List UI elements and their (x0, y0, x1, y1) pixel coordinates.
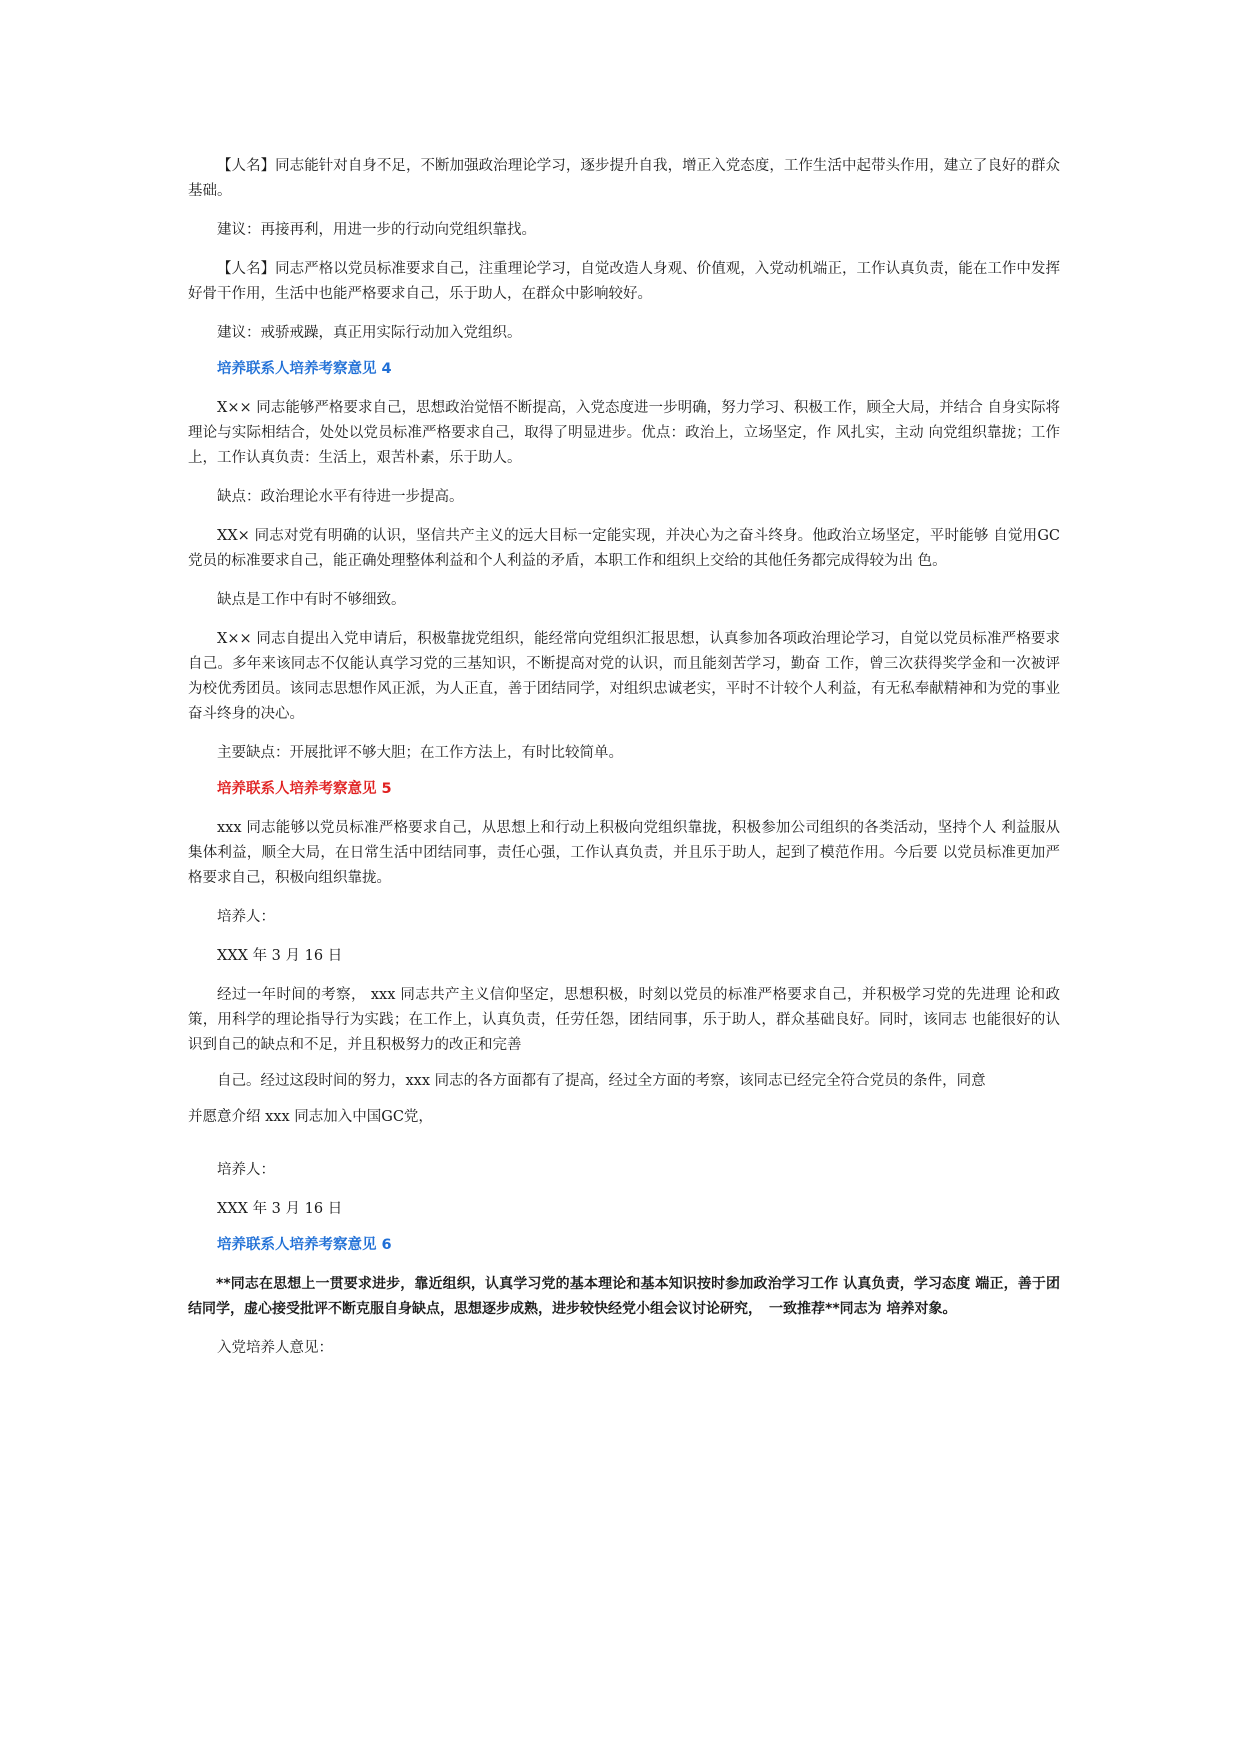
paragraph: 并愿意介绍 xxx 同志加入中国GC党， (188, 1109, 433, 1125)
paragraph: XX× 同志对党有明确的认识，坚信共产主义的远大目标一定能实现，并决心为之奋斗终身。他政治立场坚定，平时能够 自觉用GC党员的标准要求自己，能正确处理整体利益和个人利益的矛盾，本职工作和组织上交给的其他任务都完成得较为出 色。 (188, 528, 1060, 569)
paragraph-bold: **同志在思想上一贯要求进步，靠近组织，认真学习党的基本理论和基本知识按时参加政治学习工作 认真负责，学习态度 端正，善于团结同学，虚心接受批评不断克服自身缺点，思想逐步成熟，进步较快经党小组会议讨论研究， 一致推荐**同志为 培养对象。 (188, 1276, 1060, 1317)
paragraph: 建议：再接再利，用进一步的行动向党组织靠找。 (217, 222, 536, 238)
paragraph: xxx 同志能够以党员标准严格要求自己，从思想上和行动上积极向党组织靠拢，积极参加公司组织的各类活动，坚持个人 利益服从集体利益，顺全大局，在日常生活中团结同事，责任心强，工作认真负责，并且乐于助人，起到了模范作用。今后要 以党员标准更加严格要求自己，积极向组织靠拢。 (188, 820, 1060, 886)
paragraph: 经过一年时间的考察， xxx 同志共产主义信仰坚定，思想积极，时刻以党员的标准严格要求自己，并积极学习党的先进理 论和政策，用科学的理论指导行为实践；在工作上，认真负责，任劳任怨，团结同事，乐于助人，群众基础良好。同时，该同志 也能很好的认识到自己的缺点和不足，并且积极努力的改正和完善 (188, 987, 1060, 1053)
paragraph: X×× 同志自提出入党申请后，积极靠拢党组织，能经常向党组织汇报思想，认真参加各项政治理论学习，自觉以党员标准严格要求自己。多年来该同志不仅能认真学习党的三基知识，不断提高对党的认识，而且能刻苦学习，勤奋 工作，曾三次获得奖学金和一次被评为校优秀团员。该同志思想作风正派，为人正直，善于团结同学，对组织忠诚老实，平时不计较个人利益，有无私奉献精神和为党的事业奋斗终身的决心。 (188, 631, 1060, 722)
paragraph: 【人名】同志能针对自身不足，不断加强政治理论学习，逐步提升自我，增正入党态度，工作生活中起带头作用，建立了良好的群众基础。 (188, 158, 1060, 199)
paragraph: 缺点：政治理论水平有待进一步提高。 (217, 489, 464, 505)
section-heading: 培养联系人培养考察意见 5 (217, 781, 392, 797)
paragraph: 【人名】同志严格以党员标准要求自己，注重理论学习，自觉改造人身观、价值观，入党动机端正，工作认真负责，能在工作中发挥好骨干作用，生活中也能严格要求自己，乐于助人，在群众中影响较好。 (188, 261, 1060, 302)
paragraph: 自己。经过这段时间的努力，xxx 同志的各方面都有了提高，经过全方面的考察，该同志已经完全符合党员的条件，同意 (217, 1073, 986, 1089)
signer-label: 培养人： (217, 909, 275, 925)
paragraph: 建议：戒骄戒躁，真正用实际行动加入党组织。 (217, 325, 522, 341)
section-heading: 培养联系人培养考察意见 4 (217, 361, 392, 377)
date-line: XXX 年 3 月 16 日 (217, 948, 343, 964)
date-line: XXX 年 3 月 16 日 (217, 1201, 343, 1217)
paragraph: 主要缺点：开展批评不够大胆；在工作方法上，有时比较简单。 (217, 745, 623, 761)
section-heading: 培养联系人培养考察意见 6 (217, 1237, 392, 1253)
paragraph: X×× 同志能够严格要求自己，思想政治觉悟不断提高，入党态度进一步明确，努力学习、积极工作，顾全大局，并结合 自身实际将理论与实际相结合，处处以党员标准严格要求自己，取得了明显进步。优点：政治上，立场坚定，作 风扎实，主动 向党组织靠拢；工作上，工作认真负责：生活上，艰苦朴素，乐于助人。 (188, 400, 1060, 466)
document-body (188, 154, 1060, 1361)
paragraph: 入党培养人意见： (217, 1340, 333, 1356)
paragraph: 缺点是工作中有时不够细致。 (217, 592, 406, 608)
signer-label: 培养人： (217, 1162, 275, 1178)
